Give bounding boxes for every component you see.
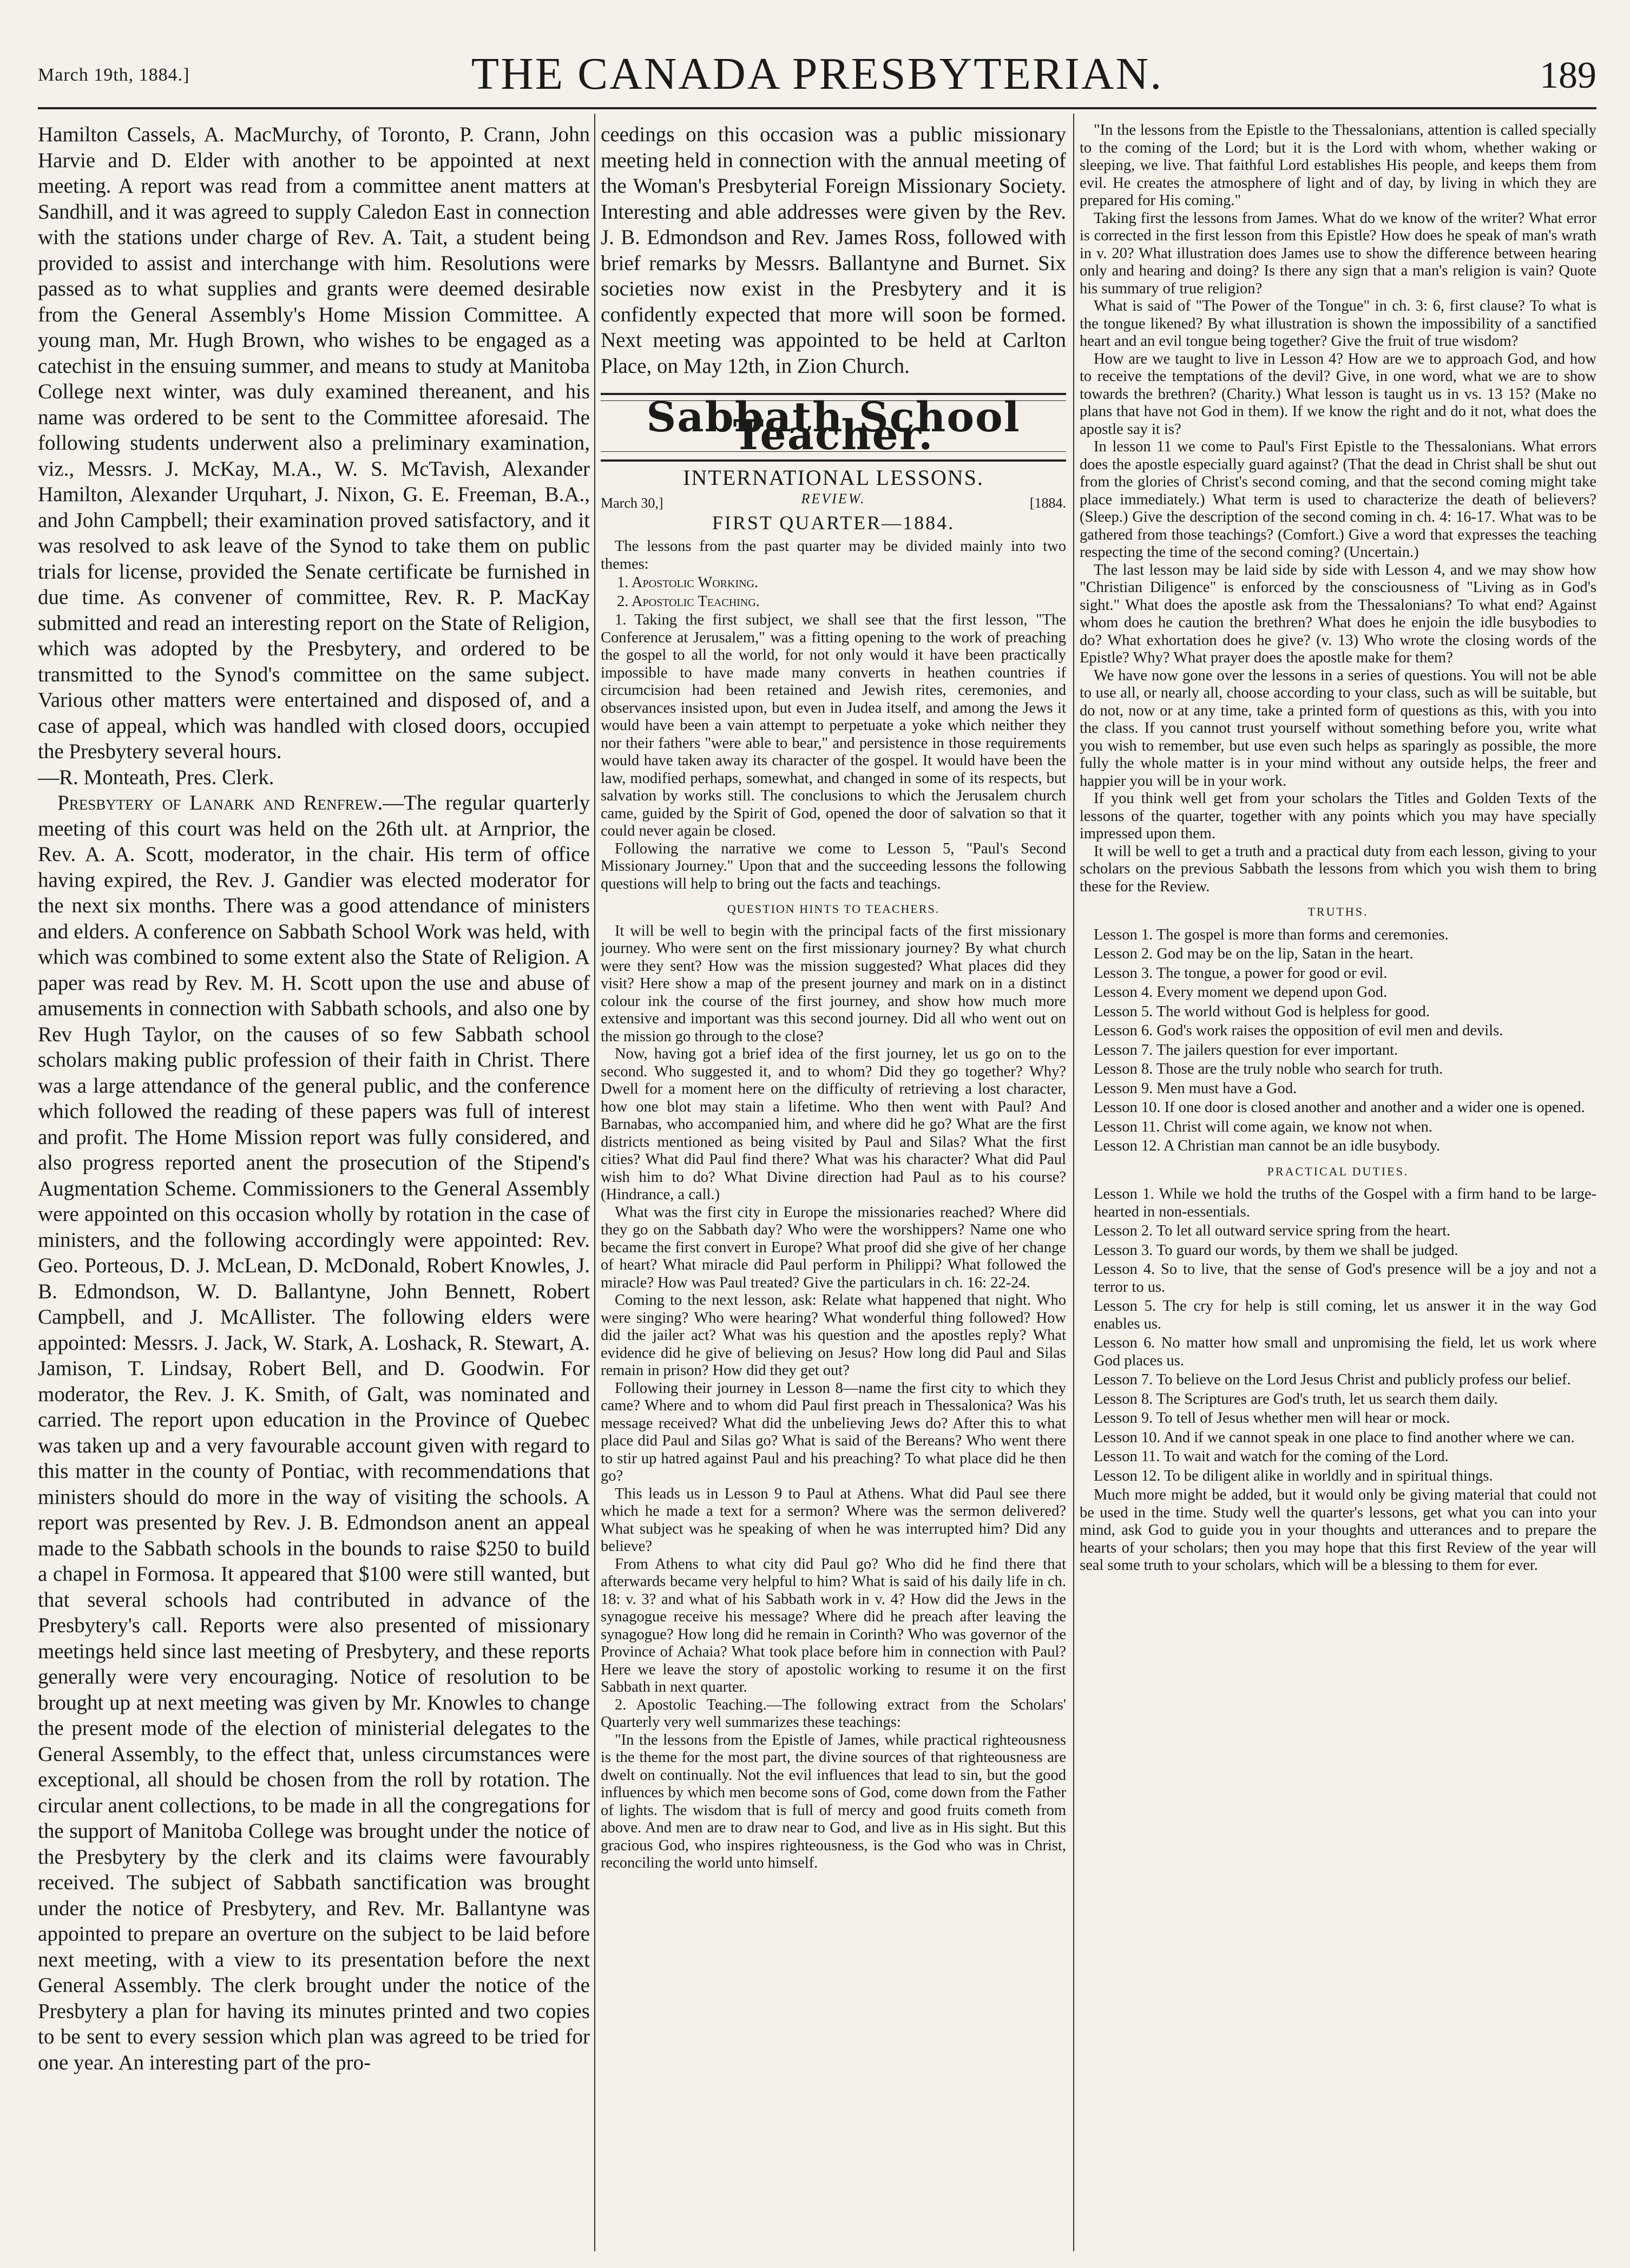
duty-item: Lesson 6. No matter how small and unpromising the field, let us work where God places us. [1094, 1334, 1596, 1369]
duty-item: Lesson 3. To guard our words, by them we shall be judged. [1094, 1241, 1458, 1259]
hint-paragraph: What was the first city in Europe the missionaries reached? Where did they go on the Sabbath day? Who were the worshippers? Name one who became the first convert in Europe? What proof did she give of her change of heart? What miracle did Paul perform in Philippi? What followed the miracle? How was Paul treated? Give the particulars in ch. 16: 22-24. [601, 1204, 1066, 1291]
closing-paragraph: Much more might be added, but it would only be giving material that could not be used in the time. Study well the quarter's lessons, get what you can into your mind, ask God to guide you in your thoughts and utterances and to prepare the hearts of your scholars; then you may hope that this first Review of the year will seal some truth to your scholars, which will be a blessing to them for ever. [1080, 1487, 1596, 1574]
clerk-signature: —R. Monteath, Pres. Clerk. [38, 765, 274, 789]
theme-item: 1. Apostolic Working. [617, 574, 759, 591]
article-paragraph: Hamilton Cassels, A. MacMurchy, of Toronto, P. Crann, John Harvie and D. Elder with another to be appointed at next meeting. A report was read from a committee anent matters at Sandhill, and it was agreed to supply Caledon East in connection with the stations under charge of Rev. A. Tait, a student being provided to assist and interchange with him. Resolutions were passed as to what supplies and grants were deemed desirable from the General Assembly's Home Mission Committee. A young man, Mr. Hugh Brown, who wishes to be engaged as a catechist in the ensuing summer, and means to study at Manitoba College next winter, was duly examined thereanent, and his name was ordered to be sent to the Committee aforesaid. The following students underwent also a preliminary examination, viz., Messrs. J. McKay, M.A., W. S. McTavish, Alexander Hamilton, Alexander Urquhart, J. Nixon, G. E. Freeman, B.A., and John Campbell; their examination proved satisfactory, and it was resolved to ask leave of the Synod to take them on public trials for license, provided the Senate certificate be furnished in due time. As convener of committee, Rev. R. P. MacKay submitted and read an interesting report on the State of Religion, which was adopted by the Presbytery, and ordered to be transmitted to the Synod's committee on the same subject. Various other matters were entertained and disposed of, and a case of appeal, which was handled with closed doors, occupied the Presbytery several hours. [38, 123, 590, 763]
column-1 [38, 122, 590, 2249]
issue-date: March 19th, 1884.] [38, 65, 190, 85]
duty-item: Lesson 10. And if we cannot speak in one place to find another where we can. [1094, 1429, 1575, 1446]
truth-item: Lesson 12. A Christian man cannot be an idle busybody. [1094, 1138, 1441, 1154]
truth-item: Lesson 7. The jailers question for ever important. [1094, 1041, 1398, 1059]
truth-item: Lesson 3. The tongue, a power for good or evil. [1094, 964, 1388, 982]
truth-item: Lesson 6. God's work raises the opposition of evil men and devils. [1094, 1022, 1503, 1039]
duty-item: Lesson 12. To be diligent alike in worldly and in spiritual things. [1094, 1467, 1493, 1484]
lesson-paragraph: We have now gone over the lessons in a series of questions. You will not be able to use all, or nearly all, choose according to your class, such as will be suitable, but do not, now or at any time, take a printed form of questions as this, with you into the class. If you cannot trust yourself without something before you, write what you wish to remember, but use even such helps as sparingly as possible, the more fully the whole matter is in your mind without any outside helps, the freer and happier you will be in your work. [1080, 667, 1596, 790]
truths-list [1080, 926, 1596, 1155]
truth-item: Lesson 2. God may be on the lip, Satan in the heart. [1094, 945, 1414, 962]
hint-paragraph: 2. Apostolic Teaching.—The following extract from the Scholars' Quarterly very well summarizes these teachings: [601, 1696, 1066, 1731]
lesson-paragraph: Taking first the lessons from James. What do we know of the writer? What error is corrected in the first lesson from this Epistle? How does he speak of man's wrath in v. 20? What illustration does James use to show the difference between hearing only and hearing and doing? Is there any sign that a man's religion is vain? Quote his summary of true religion? [1080, 209, 1596, 297]
lesson-paragraph: 1. Taking the first subject, we shall see that the first lesson, "The Conference at Jerusalem," was a fitting opening to the work of preaching the gospel to all the world, for not only would it have been practically impossible to have made many converts in heathen countries if circumcision had been retained and Jewish rites, ceremonies, and observances insisted upon, but even in Judea itself, and among the Jews it would have been a vain attempt to perpetuate a yoke which neither they nor their fathers "were able to bear," and persistence in those requirements would have taken away its character of the gospel. It would have been the law, modified perhaps, somewhat, and changed in some of its respects, but salvation by works still. The conclusions to which the Jerusalem church came, guided by the Spirit of God, opened the door of salvation so that it could never again be closed. [601, 612, 1066, 839]
lesson-paragraph: How are we taught to live in Lesson 4? How are we to approach God, and how to receive the temptations of the devil? Give, in one word, what we are to show towards the brethren? (Charity.) What lesson is taught us in vs. 13 15? (Make no plans that have not God in them). If we know the right and do it not, what does the apostle say it is? [1080, 350, 1596, 438]
hint-paragraph: From Athens to what city did Paul go? Who did he find there that afterwards became very helpful to him? What is said of his daily life in ch. 18: v. 3? and what of his Sabbath work in v. 4? How did the Jews in the synagogue receive his message? Where did he preach after leaving the synagogue? How long did he remain in Corinth? Who was governor of the Province of Achaia? What took place before him in connection with Paul? Here we leave the story of apostolic working to resume it on the first Sabbath in next quarter. [601, 1555, 1066, 1695]
lesson-paragraph: What is said of "The Power of the Tongue" in ch. 3: 6, first clause? To what is the tongue likened? By what illustration is shown the impossibility of a sanctified heart and an evil tongue being together? Give the fruit of true wisdom? [1080, 298, 1596, 350]
truth-item: Lesson 1. The gospel is more than forms and ceremonies. [1094, 926, 1449, 943]
duty-item: Lesson 4. So to live, that the sense of God's presence will be a joy and not a terror to us. [1094, 1261, 1596, 1296]
theme-list [601, 574, 1066, 610]
presbytery-report: —The regular quarterly meeting of this court was held on the 26th ult. at Arnprior, the Rev. A. A. Scott, moderator, in the chair. His term of office having expired, the Rev. J. Gandier was elected moderator for the next six months. There was a good attendance of ministers and elders. A conference on Sabbath School Work was held, with which was combined to some extent also the State of Religion. A paper was read by Rev. M. H. Scott upon the use and abuse of amusements in connection with Sabbath schools, and also one by Rev Hugh Taylor, on the causes of so few Sabbath school scholars making public profession of their faith in Christ. There was a large attendance of the general public, and the conference which followed the reading of these papers was full of interest and profit. The Home Mission report was fully considered, and also progress reported anent the prosecution of the Stipend's Augmentation Scheme. Commissioners to the General Assembly were appointed on this occasion wholly by rotation in the case of ministers, and the following accordingly were appointed: Rev. Geo. Porteous, D. J. McLean, D. McDonald, Robert Knowles, J. B. Edmondson, W. D. Ballantyne, John Bennett, Robert Campbell, and J. McAllister. The following elders were appointed: Messrs. J. Jack, W. Stark, A. Loshack, R. Stewart, A. Jamison, T. Lindsay, Robert Bell, and D. Goodwin. For moderator, the Rev. J. K. Smith, of Galt, was nominated and carried. The report upon education in the Province of Quebec was taken up and a very favourable account given with regard to this matter in the county of Pontiac, with recommendations that ministers should do more in the way of visiting the schools. A report was presented by Rev. J. B. Edmondson anent an appeal made to the Sabbath schools in the bounds to raise $250 to build a chapel in Formosa. It appeared that $100 were still wanted, but that several schools had contributed in advance of the Presbytery's call. Reports were also presented of missionary meetings held since last meeting of Presbytery, and these reports generally were very encouraging. Notice of resolution to be brought up at next meeting was given by Mr. Knowles to change the present mode of the election of ministerial delegates to the General Assembly, to the effect that, unless circumstances were exceptional, all should be chosen from the roll by rotation. The circular anent collections, to be made in all the congregations for the support of Manitoba College was brought under the notice of the Presbytery by the clerk and its claims were favourably received. The subject of Sabbath sanctification was brought under the notice of Presbytery, and Rev. Mr. Ballantyne was appointed to prepare an overture on the subject to be laid before next meeting, with a view to its presentation before the next General Assembly. The clerk brought under the notice of the Presbytery a plan for having its minutes printed and two copies to be sent to every session which plan was agreed to be tried for one year. An interesting part of the pro- [38, 791, 590, 2074]
column-divider [594, 114, 595, 2251]
column-3 [1080, 122, 1596, 2249]
hint-paragraph: Following their journey in Lesson 8—name the first city to which they came? Where and to whom did Paul first preach in Thessalonica? Was his message received? What did the unbelieving Jews do? After this to what place did Paul and Silas go? What is said of the Bereans? Who went there to stir up hatred against Paul and his preaching? To what place did he then go? [601, 1379, 1066, 1484]
section-banner [601, 393, 1066, 462]
truths-heading: TRUTHS. [1307, 905, 1369, 918]
presbytery-heading: Presbytery of Lanark and Renfrew. [57, 791, 383, 814]
duty-item: Lesson 7. To believe on the Lord Jesus Christ and publicly profess our belief. [1094, 1371, 1571, 1388]
truth-item: Lesson 10. If one door is closed another and another and a wider one is opened. [1094, 1099, 1585, 1116]
duty-item: Lesson 1. While we hold the truths of the Gospel with a firm hand to be large-hearted in non-essentials. [1094, 1186, 1596, 1220]
duty-item: Lesson 5. The cry for help is still coming, let us answer it in the way God enables us. [1094, 1298, 1596, 1332]
review-date: March 30,] [601, 495, 663, 511]
lesson-paragraph: The lessons from the past quarter may be divided mainly into two themes: [601, 538, 1066, 573]
hint-paragraph: Coming to the next lesson, ask: Relate what happened that night. Who were singing? Who were hearing? What wonderful thing followed? How did the jailer act? What was his question and the apostles reply? What evidence did he give of believing on Jesus? How long did Paul and Silas remain in prison? How did they get out? [601, 1292, 1066, 1379]
duty-item: Lesson 8. The Scriptures are God's truth, let us search them daily. [1094, 1390, 1498, 1408]
banner-title: Sabbath School Teacher. [601, 400, 1066, 452]
truth-item: Lesson 5. The world without God is helpless for good. [1094, 1003, 1430, 1020]
truth-item: Lesson 4. Every moment we depend upon God. [1094, 984, 1388, 1001]
masthead-rule [38, 107, 1596, 109]
lesson-paragraph: "In the lessons from the Epistle to the Thessalonians, attention is called specially to the coming of the Lord; but it is the Lord with whom, whether waking or sleeping, we live. That faithful Lord establishes His people, and keeps them from evil. He creates the atmosphere of light and of day, by living in which they are prepared for His coming." [1080, 122, 1596, 209]
lesson-paragraph: If you think well get from your scholars the Titles and Golden Texts of the lessons of the quarter, together with any points which you may have specially impressed upon them. [1080, 790, 1596, 842]
truth-item: Lesson 9. Men must have a God. [1094, 1080, 1297, 1097]
page-number: 189 [1540, 55, 1596, 96]
lesson-paragraph: It will be well to get a truth and a practical duty from each lesson, giving to your scholars on the previous Sabbath the lessons from which you wish them to bring these for the Review. [1080, 843, 1596, 895]
article-paragraph: ceedings on this occasion was a public missionary meeting held in connection with the annual meeting of the Woman's Presbyterial Foreign Missionary Society. Interesting and able addresses were given by the Rev. J. B. Edmondson and Rev. James Ross, followed with brief remarks by Messrs. Ballantyne and Burnet. Six societies now exist in the Presbytery and it is confidently expected that more will soon be formed. Next meeting was appointed to be held at Carlton Place, on May 12th, in Zion Church. [601, 123, 1066, 378]
review-line [601, 490, 1066, 512]
quarter-title: FIRST QUARTER—1884. [712, 511, 955, 534]
lesson-paragraph: The last lesson may be laid side by side with Lesson 4, and we may show how "Christian Diligence" is enforced by the consciousness of "Living as in God's sight." What does the apostle ask from the Thessalonians? To what end? Against whom does he caution the brethren? What does he enjoin the idle busybodies to do? What exhortation does he give? (v. 13) Who wrote the closing words of the Epistle? Why? What prayer does the apostle make for them? [1080, 561, 1596, 666]
duty-item: Lesson 9. To tell of Jesus whether men will hear or mock. [1094, 1410, 1450, 1426]
publication-title: THE CANADA PRESBYTERIAN. [471, 49, 1164, 99]
review-label: REVIEW. [801, 490, 866, 507]
hints-heading: QUESTION HINTS TO TEACHERS. [727, 902, 940, 916]
lesson-paragraph: Following the narrative we come to Lesson 5, "Paul's Second Missionary Journey." Upon that and the succeeding lessons the following questions will help to bring out the facts and teachings. [601, 840, 1066, 892]
truth-item: Lesson 11. Christ will come again, we know not when. [1094, 1118, 1432, 1135]
hint-paragraph: "In the lessons from the Epistle of James, while practical righteousness is the theme for the most part, the divine sources of that righteousness are dwelt on continually. Not the evil influences that lead to sin, but the good influences by which men become sons of God, come down from the Father of lights. The wisdom that is full of mercy and good fruits cometh from above. And men are to draw near to God, and live as in His sight. But this gracious God, who inspires righteousness, is the God who was in Christ, reconciling the world unto himself. [601, 1731, 1066, 1871]
section-title: INTERNATIONAL LESSONS. [683, 465, 984, 490]
theme-item: 2. Apostolic Teaching. [617, 593, 760, 610]
article-paragraph [38, 790, 590, 2075]
column-divider [1073, 114, 1074, 2251]
hint-paragraph: This leads us in Lesson 9 to Paul at Athens. What did Paul see there which he made a text for a sermon? Where was the sermon delivered? What subject was he speaking of when he was interrupted him? Did any believe? [601, 1485, 1066, 1555]
duty-item: Lesson 2. To let all outward service spring from the heart. [1094, 1222, 1451, 1239]
masthead [38, 26, 1596, 107]
duties-heading: PRACTICAL DUTIES. [1267, 1164, 1409, 1178]
duty-item: Lesson 11. To wait and watch for the coming of the Lord. [1094, 1448, 1449, 1465]
lesson-paragraph: In lesson 11 we come to Paul's First Epistle to the Thessalonians. What errors does the apostle especially guard against? (That the dead in Christ shall be shut out from the glories of Christ's second coming, and that the second coming might take place immediately.) What term is used to characterize the death of believers? (Sleep.) Give the description of the second coming in ch. 4: 16-17. What was to be gathered from those teachings? (Comfort.) Give a word that expresses the teaching respecting the time of the second coming? (Uncertain.) [1080, 438, 1596, 561]
review-year: [1884. [1029, 495, 1066, 511]
hint-paragraph: It will be well to begin with the principal facts of the first missionary journey. Who were sent on the first missionary journey? By what church were they sent? How was the mission suggested? What places did they visit? Here show a map of the present journey and mark on in a distinct colour ink the course of the first journey, and show how much more extensive and important was this second journey. Did all who went out on the mission go through to the close? [601, 922, 1066, 1045]
truth-item: Lesson 8. Those are the truly noble who search for truth. [1094, 1061, 1443, 1077]
duties-list [1080, 1186, 1596, 1485]
hint-paragraph: Now, having got a brief idea of the first journey, let us go on to the second. Who suggested it, and to whom? Did they go together? Why? Dwell for a moment here on the difficulty of retrieving a lost character, how one blot may stain a lifetime. Who then went with Paul? And Barnabas, who accompanied him, and where did he go? What are the first districts mentioned as being visited by Paul and Silas? What the first cities? What did Paul find there? What was his character? What did Paul wish him to do? What Divine direction had Paul as to his course? (Hindrance, a call.) [601, 1046, 1066, 1203]
column-2 [601, 122, 1066, 2249]
